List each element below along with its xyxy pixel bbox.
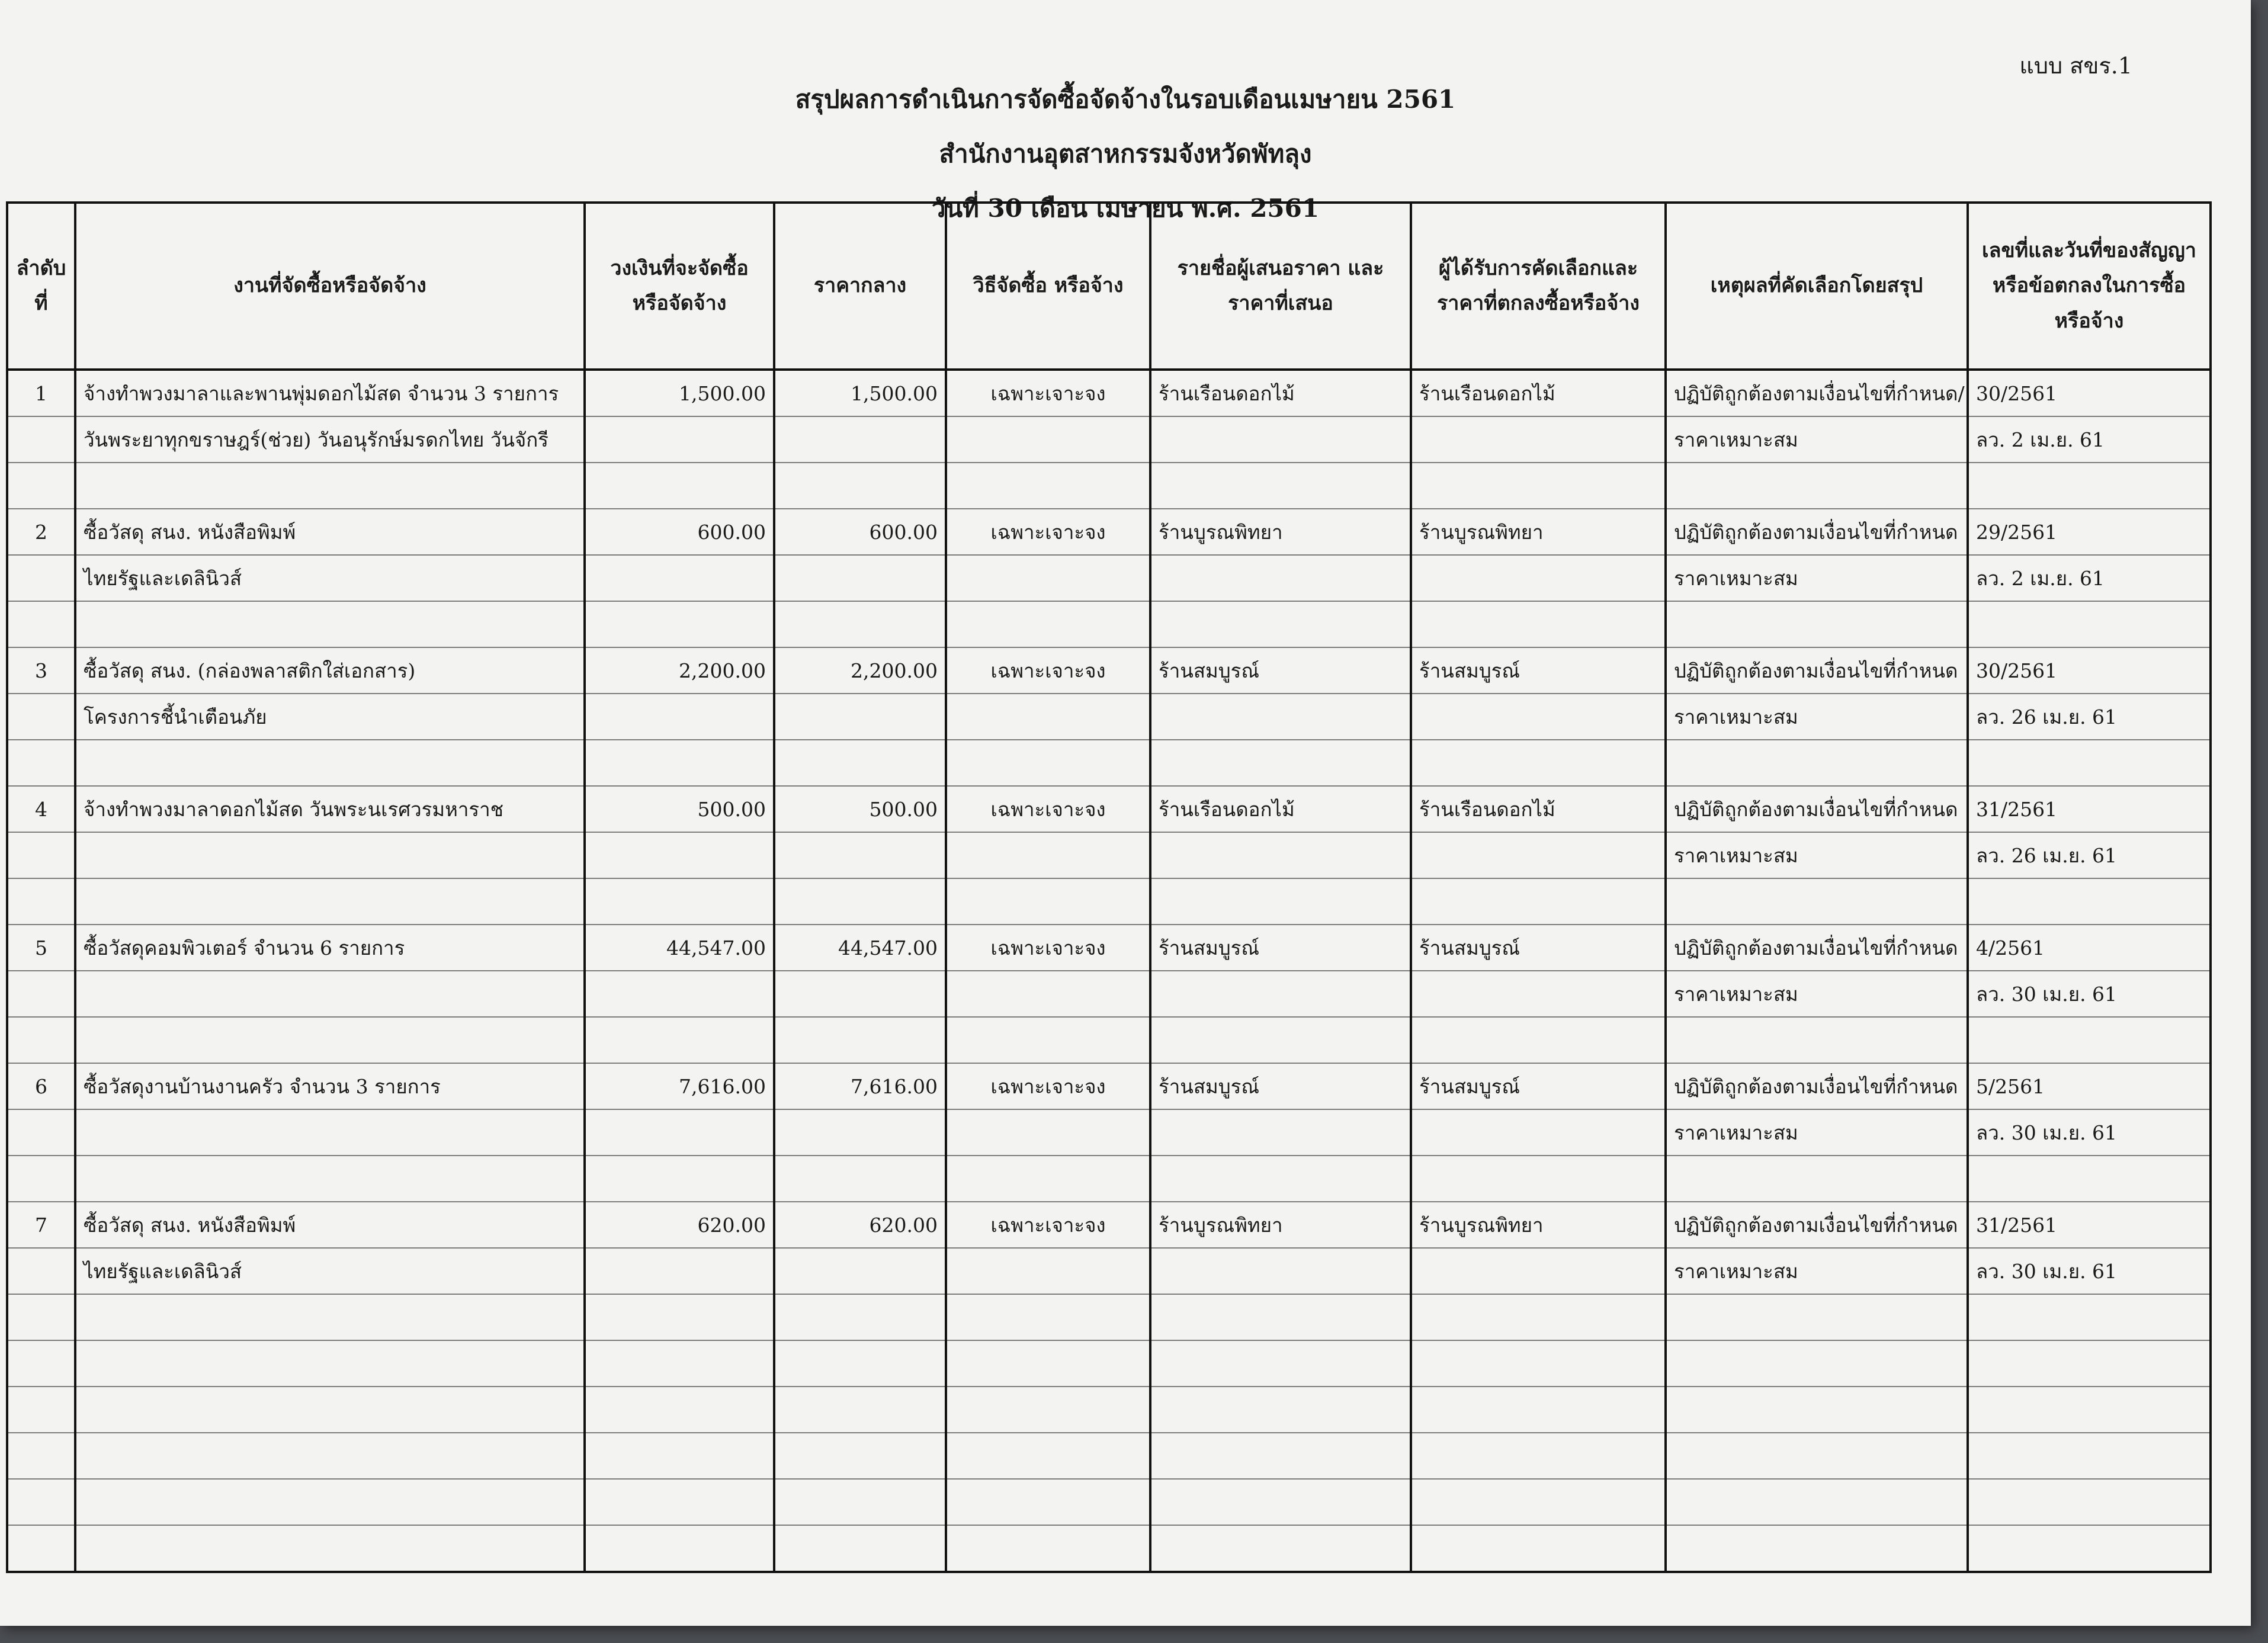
empty-cell bbox=[585, 1387, 774, 1433]
item-reason: ปฏิบัติถูกต้องตามเงื่อนไขที่กำหนด bbox=[1666, 1202, 1968, 1248]
item-median-price bbox=[774, 1248, 946, 1294]
item-reason bbox=[1666, 1156, 1968, 1202]
empty-cell bbox=[774, 1525, 946, 1572]
item-budget: 620.00 bbox=[585, 1202, 774, 1248]
item-task bbox=[75, 601, 585, 647]
empty-cell bbox=[1968, 1340, 2211, 1387]
item-contract: ลว. 26 เม.ย. 61 bbox=[1968, 694, 2211, 740]
item-winner: ร้านสมบูรณ์ bbox=[1411, 647, 1666, 694]
item-method bbox=[946, 694, 1150, 740]
empty-cell bbox=[1150, 1340, 1411, 1387]
table-row bbox=[7, 832, 2211, 878]
header-bidders: รายชื่อผู้เสนอราคา และราคาที่เสนอ bbox=[1150, 203, 1411, 370]
item-bidders bbox=[1150, 878, 1411, 925]
item-winner bbox=[1411, 740, 1666, 786]
table-row bbox=[7, 1109, 2211, 1156]
item-reason bbox=[1666, 1017, 1968, 1063]
item-method bbox=[946, 463, 1150, 509]
empty-cell bbox=[1666, 1433, 1968, 1479]
item-winner bbox=[1411, 878, 1666, 925]
item-method bbox=[946, 1294, 1150, 1340]
empty-cell bbox=[774, 1340, 946, 1387]
item-no bbox=[7, 416, 75, 463]
item-median-price bbox=[774, 971, 946, 1017]
item-method bbox=[946, 1017, 1150, 1063]
item-reason: ปฏิบัติถูกต้องตามเงื่อนไขที่กำหนด bbox=[1666, 925, 1968, 971]
item-no: 3 bbox=[7, 647, 75, 694]
item-method bbox=[946, 878, 1150, 925]
item-reason bbox=[1666, 601, 1968, 647]
empty-cell bbox=[1411, 1525, 1666, 1572]
item-reason: ราคาเหมาะสม bbox=[1666, 971, 1968, 1017]
empty-cell bbox=[585, 1479, 774, 1525]
item-task: จ้างทำพวงมาลาดอกไม้สด วันพระนเรศวรมหาราช bbox=[75, 786, 585, 832]
item-bidders bbox=[1150, 601, 1411, 647]
item-contract: 31/2561 bbox=[1968, 1202, 2211, 1248]
header-reason: เหตุผลที่คัดเลือกโดยสรุป bbox=[1666, 203, 1968, 370]
item-bidders: ร้านเรือนดอกไม้ bbox=[1150, 370, 1411, 416]
empty-cell bbox=[946, 1387, 1150, 1433]
item-bidders: ร้านบูรณพิทยา bbox=[1150, 1202, 1411, 1248]
empty-cell bbox=[1968, 1433, 2211, 1479]
item-no bbox=[7, 1248, 75, 1294]
item-reason: ราคาเหมาะสม bbox=[1666, 832, 1968, 878]
empty-cell bbox=[1968, 1525, 2211, 1572]
empty-cell bbox=[75, 1340, 585, 1387]
item-no bbox=[7, 694, 75, 740]
item-median-price bbox=[774, 601, 946, 647]
item-task: ไทยรัฐและเดลินิวส์ bbox=[75, 555, 585, 601]
empty-cell bbox=[1150, 1433, 1411, 1479]
header-method: วิธีจัดซื้อ หรือจ้าง bbox=[946, 203, 1150, 370]
item-contract bbox=[1968, 1017, 2211, 1063]
item-no bbox=[7, 971, 75, 1017]
item-task bbox=[75, 878, 585, 925]
item-reason: ปฏิบัติถูกต้องตามเงื่อนไขที่กำหนด bbox=[1666, 647, 1968, 694]
table-row bbox=[7, 370, 2211, 416]
item-contract bbox=[1968, 878, 2211, 925]
empty-cell bbox=[7, 1340, 75, 1387]
item-budget: 2,200.00 bbox=[585, 647, 774, 694]
item-no bbox=[7, 878, 75, 925]
item-median-price: 620.00 bbox=[774, 1202, 946, 1248]
item-reason bbox=[1666, 878, 1968, 925]
item-reason: ราคาเหมาะสม bbox=[1666, 1248, 1968, 1294]
item-task bbox=[75, 1294, 585, 1340]
item-budget bbox=[585, 416, 774, 463]
item-bidders bbox=[1150, 832, 1411, 878]
document-date: วันที่ 30 เดือน เมษายน พ.ศ. 2561 bbox=[931, 194, 1320, 223]
item-median-price bbox=[774, 1156, 946, 1202]
item-task bbox=[75, 463, 585, 509]
empty-cell bbox=[1666, 1387, 1968, 1433]
item-bidders bbox=[1150, 1156, 1411, 1202]
item-task: ซื้อวัสดุงานบ้านงานครัว จำนวน 3 รายการ bbox=[75, 1063, 585, 1109]
item-budget: 500.00 bbox=[585, 786, 774, 832]
item-task bbox=[75, 1017, 585, 1063]
item-contract bbox=[1968, 601, 2211, 647]
empty-row bbox=[7, 1340, 2211, 1387]
table-row bbox=[7, 925, 2211, 971]
item-method bbox=[946, 971, 1150, 1017]
item-bidders bbox=[1150, 1248, 1411, 1294]
item-bidders: ร้านสมบูรณ์ bbox=[1150, 1063, 1411, 1109]
item-winner bbox=[1411, 1109, 1666, 1156]
item-budget bbox=[585, 1248, 774, 1294]
item-budget bbox=[585, 1294, 774, 1340]
item-budget bbox=[585, 832, 774, 878]
item-contract bbox=[1968, 740, 2211, 786]
header-no: ลำดับ ที่ bbox=[7, 203, 75, 370]
item-bidders bbox=[1150, 1294, 1411, 1340]
item-winner: ร้านเรือนดอกไม้ bbox=[1411, 786, 1666, 832]
item-task bbox=[75, 1109, 585, 1156]
table-row bbox=[7, 1248, 2211, 1294]
item-winner bbox=[1411, 971, 1666, 1017]
empty-cell bbox=[774, 1387, 946, 1433]
table-row bbox=[7, 786, 2211, 832]
item-median-price bbox=[774, 740, 946, 786]
empty-cell bbox=[1411, 1387, 1666, 1433]
table-row bbox=[7, 971, 2211, 1017]
table-row bbox=[7, 878, 2211, 925]
item-bidders bbox=[1150, 555, 1411, 601]
item-task bbox=[75, 740, 585, 786]
item-winner bbox=[1411, 555, 1666, 601]
item-method: เฉพาะเจาะจง bbox=[946, 1202, 1150, 1248]
item-reason: ราคาเหมาะสม bbox=[1666, 416, 1968, 463]
item-winner: ร้านสมบูรณ์ bbox=[1411, 925, 1666, 971]
item-budget bbox=[585, 555, 774, 601]
item-winner bbox=[1411, 1156, 1666, 1202]
empty-cell bbox=[585, 1433, 774, 1479]
item-winner bbox=[1411, 416, 1666, 463]
empty-cell bbox=[1411, 1340, 1666, 1387]
empty-cell bbox=[7, 1479, 75, 1525]
item-bidders bbox=[1150, 740, 1411, 786]
empty-cell bbox=[7, 1525, 75, 1572]
item-winner: ร้านเรือนดอกไม้ bbox=[1411, 370, 1666, 416]
empty-cell bbox=[1411, 1433, 1666, 1479]
table-row bbox=[7, 463, 2211, 509]
item-budget: 44,547.00 bbox=[585, 925, 774, 971]
item-method: เฉพาะเจาะจง bbox=[946, 647, 1150, 694]
item-median-price bbox=[774, 832, 946, 878]
item-task: ซื้อวัสดุ สนง. หนังสือพิมพ์ bbox=[75, 1202, 585, 1248]
item-winner bbox=[1411, 463, 1666, 509]
item-method: เฉพาะเจาะจง bbox=[946, 786, 1150, 832]
item-winner bbox=[1411, 832, 1666, 878]
item-no bbox=[7, 601, 75, 647]
header-budget: วงเงินที่จะจัดซื้อ หรือจัดจ้าง bbox=[585, 203, 774, 370]
item-median-price bbox=[774, 463, 946, 509]
item-winner: ร้านบูรณพิทยา bbox=[1411, 509, 1666, 555]
item-budget bbox=[585, 740, 774, 786]
empty-row bbox=[7, 1433, 2211, 1479]
item-winner bbox=[1411, 1248, 1666, 1294]
item-method bbox=[946, 1156, 1150, 1202]
item-winner bbox=[1411, 601, 1666, 647]
item-bidders bbox=[1150, 1017, 1411, 1063]
item-reason bbox=[1666, 1294, 1968, 1340]
item-reason: ปฏิบัติถูกต้องตามเงื่อนไขที่กำหนด bbox=[1666, 786, 1968, 832]
item-budget: 600.00 bbox=[585, 509, 774, 555]
item-contract: 30/2561 bbox=[1968, 370, 2211, 416]
empty-cell bbox=[946, 1479, 1150, 1525]
item-method bbox=[946, 416, 1150, 463]
item-bidders: ร้านสมบูรณ์ bbox=[1150, 647, 1411, 694]
empty-cell bbox=[946, 1433, 1150, 1479]
item-reason bbox=[1666, 740, 1968, 786]
item-bidders bbox=[1150, 463, 1411, 509]
item-no: 6 bbox=[7, 1063, 75, 1109]
item-method bbox=[946, 1109, 1150, 1156]
empty-cell bbox=[946, 1525, 1150, 1572]
item-contract: 5/2561 bbox=[1968, 1063, 2211, 1109]
empty-cell bbox=[1150, 1387, 1411, 1433]
item-contract: 4/2561 bbox=[1968, 925, 2211, 971]
header-winner: ผู้ได้รับการคัดเลือกและ ราคาที่ตกลงซื้อหรือจ้าง bbox=[1411, 203, 1666, 370]
empty-cell bbox=[585, 1340, 774, 1387]
empty-cell bbox=[1968, 1387, 2211, 1433]
item-median-price bbox=[774, 1017, 946, 1063]
item-median-price bbox=[774, 878, 946, 925]
empty-cell bbox=[75, 1479, 585, 1525]
office-name: สำนักงานอุตสาหกรรมจังหวัดพัทลุง bbox=[939, 139, 1312, 168]
item-median-price: 44,547.00 bbox=[774, 925, 946, 971]
item-no bbox=[7, 463, 75, 509]
item-method: เฉพาะเจาะจง bbox=[946, 509, 1150, 555]
item-budget: 7,616.00 bbox=[585, 1063, 774, 1109]
item-median-price: 7,616.00 bbox=[774, 1063, 946, 1109]
table-row bbox=[7, 1202, 2211, 1248]
item-task: จ้างทำพวงมาลาและพานพุ่มดอกไม้สด จำนวน 3 รายการ bbox=[75, 370, 585, 416]
item-no bbox=[7, 1294, 75, 1340]
empty-cell bbox=[774, 1479, 946, 1525]
item-contract: 31/2561 bbox=[1968, 786, 2211, 832]
table-row bbox=[7, 1017, 2211, 1063]
header-median-price: ราคากลาง bbox=[774, 203, 946, 370]
item-bidders bbox=[1150, 694, 1411, 740]
item-method bbox=[946, 1248, 1150, 1294]
item-median-price bbox=[774, 694, 946, 740]
item-reason: ปฏิบัติถูกต้องตามเงื่อนไขที่กำหนด/ bbox=[1666, 370, 1968, 416]
empty-cell bbox=[1150, 1525, 1411, 1572]
empty-cell bbox=[585, 1525, 774, 1572]
item-no bbox=[7, 1017, 75, 1063]
empty-cell bbox=[946, 1340, 1150, 1387]
item-median-price: 2,200.00 bbox=[774, 647, 946, 694]
item-no bbox=[7, 740, 75, 786]
empty-cell bbox=[1968, 1479, 2211, 1525]
item-budget bbox=[585, 1109, 774, 1156]
item-reason bbox=[1666, 463, 1968, 509]
item-task bbox=[75, 832, 585, 878]
item-bidders bbox=[1150, 1109, 1411, 1156]
item-contract: ลว. 30 เม.ย. 61 bbox=[1968, 1248, 2211, 1294]
item-bidders: ร้านบูรณพิทยา bbox=[1150, 509, 1411, 555]
item-contract: 29/2561 bbox=[1968, 509, 2211, 555]
item-method: เฉพาะเจาะจง bbox=[946, 1063, 1150, 1109]
item-no bbox=[7, 555, 75, 601]
item-task: วันพระยาทุกขราษฎร์(ช่วย) วันอนุรักษ์มรดกไทย วันจักรี bbox=[75, 416, 585, 463]
empty-cell bbox=[1411, 1479, 1666, 1525]
item-no: 2 bbox=[7, 509, 75, 555]
table-header-row bbox=[7, 203, 2211, 370]
item-no: 7 bbox=[7, 1202, 75, 1248]
document-title: สรุปผลการดำเนินการจัดซื้อจัดจ้างในรอบเดือนเมษายน 2561 bbox=[795, 85, 1456, 114]
item-no: 4 bbox=[7, 786, 75, 832]
item-task: ซื้อวัสดุคอมพิวเตอร์ จำนวน 6 รายการ bbox=[75, 925, 585, 971]
item-contract: 30/2561 bbox=[1968, 647, 2211, 694]
empty-cell bbox=[1666, 1340, 1968, 1387]
empty-cell bbox=[7, 1387, 75, 1433]
table-row bbox=[7, 555, 2211, 601]
item-winner bbox=[1411, 1017, 1666, 1063]
empty-cell bbox=[774, 1433, 946, 1479]
empty-cell bbox=[75, 1433, 585, 1479]
item-median-price bbox=[774, 555, 946, 601]
item-median-price bbox=[774, 1294, 946, 1340]
table-body bbox=[7, 370, 2211, 1572]
item-method: เฉพาะเจาะจง bbox=[946, 925, 1150, 971]
item-bidders bbox=[1150, 416, 1411, 463]
item-no bbox=[7, 832, 75, 878]
header-task: งานที่จัดซื้อหรือจัดจ้าง bbox=[75, 203, 585, 370]
item-method bbox=[946, 832, 1150, 878]
item-contract: ลว. 30 เม.ย. 61 bbox=[1968, 1109, 2211, 1156]
item-contract bbox=[1968, 1156, 2211, 1202]
item-budget bbox=[585, 878, 774, 925]
item-method: เฉพาะเจาะจง bbox=[946, 370, 1150, 416]
item-budget bbox=[585, 601, 774, 647]
table-row bbox=[7, 694, 2211, 740]
item-task bbox=[75, 971, 585, 1017]
item-median-price bbox=[774, 416, 946, 463]
item-task bbox=[75, 1156, 585, 1202]
item-contract: ลว. 30 เม.ย. 61 bbox=[1968, 971, 2211, 1017]
item-contract: ลว. 26 เม.ย. 61 bbox=[1968, 832, 2211, 878]
item-method bbox=[946, 740, 1150, 786]
item-reason: ราคาเหมาะสม bbox=[1666, 694, 1968, 740]
table-row bbox=[7, 1063, 2211, 1109]
empty-cell bbox=[1666, 1479, 1968, 1525]
item-bidders: ร้านเรือนดอกไม้ bbox=[1150, 786, 1411, 832]
item-contract: ลว. 2 เม.ย. 61 bbox=[1968, 416, 2211, 463]
item-median-price: 1,500.00 bbox=[774, 370, 946, 416]
item-no: 1 bbox=[7, 370, 75, 416]
item-median-price: 600.00 bbox=[774, 509, 946, 555]
table-row bbox=[7, 740, 2211, 786]
item-reason: ราคาเหมาะสม bbox=[1666, 1109, 1968, 1156]
item-task: ไทยรัฐและเดลินิวส์ bbox=[75, 1248, 585, 1294]
item-winner bbox=[1411, 694, 1666, 740]
item-method bbox=[946, 555, 1150, 601]
item-contract bbox=[1968, 463, 2211, 509]
item-task: โครงการชี้นำเตือนภัย bbox=[75, 694, 585, 740]
item-winner: ร้านสมบูรณ์ bbox=[1411, 1063, 1666, 1109]
table-row bbox=[7, 1156, 2211, 1202]
form-code: แบบ สขร.1 bbox=[2019, 53, 2132, 79]
header-contract: เลขที่และวันที่ของสัญญา หรือข้อตกลงในการซื้อ หรือจ้าง bbox=[1968, 203, 2211, 370]
table-row bbox=[7, 601, 2211, 647]
item-reason: ปฏิบัติถูกต้องตามเงื่อนไขที่กำหนด bbox=[1666, 1063, 1968, 1109]
table-row bbox=[7, 509, 2211, 555]
item-winner bbox=[1411, 1294, 1666, 1340]
empty-cell bbox=[7, 1433, 75, 1479]
item-budget bbox=[585, 463, 774, 509]
item-no bbox=[7, 1109, 75, 1156]
item-budget bbox=[585, 1156, 774, 1202]
item-budget bbox=[585, 694, 774, 740]
item-budget bbox=[585, 971, 774, 1017]
table-row bbox=[7, 1294, 2211, 1340]
item-no bbox=[7, 1156, 75, 1202]
empty-cell bbox=[1150, 1479, 1411, 1525]
empty-row bbox=[7, 1525, 2211, 1572]
item-task: ซื้อวัสดุ สนง. (กล่องพลาสติกใส่เอกสาร) bbox=[75, 647, 585, 694]
item-median-price bbox=[774, 1109, 946, 1156]
empty-cell bbox=[75, 1525, 585, 1572]
empty-row bbox=[7, 1479, 2211, 1525]
table-row bbox=[7, 416, 2211, 463]
item-median-price: 500.00 bbox=[774, 786, 946, 832]
item-reason: ราคาเหมาะสม bbox=[1666, 555, 1968, 601]
procurement-table bbox=[6, 201, 2212, 1573]
item-winner: ร้านบูรณพิทยา bbox=[1411, 1202, 1666, 1248]
item-contract: ลว. 2 เม.ย. 61 bbox=[1968, 555, 2211, 601]
item-task: ซื้อวัสดุ สนง. หนังสือพิมพ์ bbox=[75, 509, 585, 555]
item-budget: 1,500.00 bbox=[585, 370, 774, 416]
table-row bbox=[7, 647, 2211, 694]
item-reason: ปฏิบัติถูกต้องตามเงื่อนไขที่กำหนด bbox=[1666, 509, 1968, 555]
item-contract bbox=[1968, 1294, 2211, 1340]
item-no: 5 bbox=[7, 925, 75, 971]
empty-cell bbox=[1666, 1525, 1968, 1572]
empty-cell bbox=[75, 1387, 585, 1433]
item-method bbox=[946, 601, 1150, 647]
item-bidders: ร้านสมบูรณ์ bbox=[1150, 925, 1411, 971]
item-budget bbox=[585, 1017, 774, 1063]
item-bidders bbox=[1150, 971, 1411, 1017]
empty-row bbox=[7, 1387, 2211, 1433]
